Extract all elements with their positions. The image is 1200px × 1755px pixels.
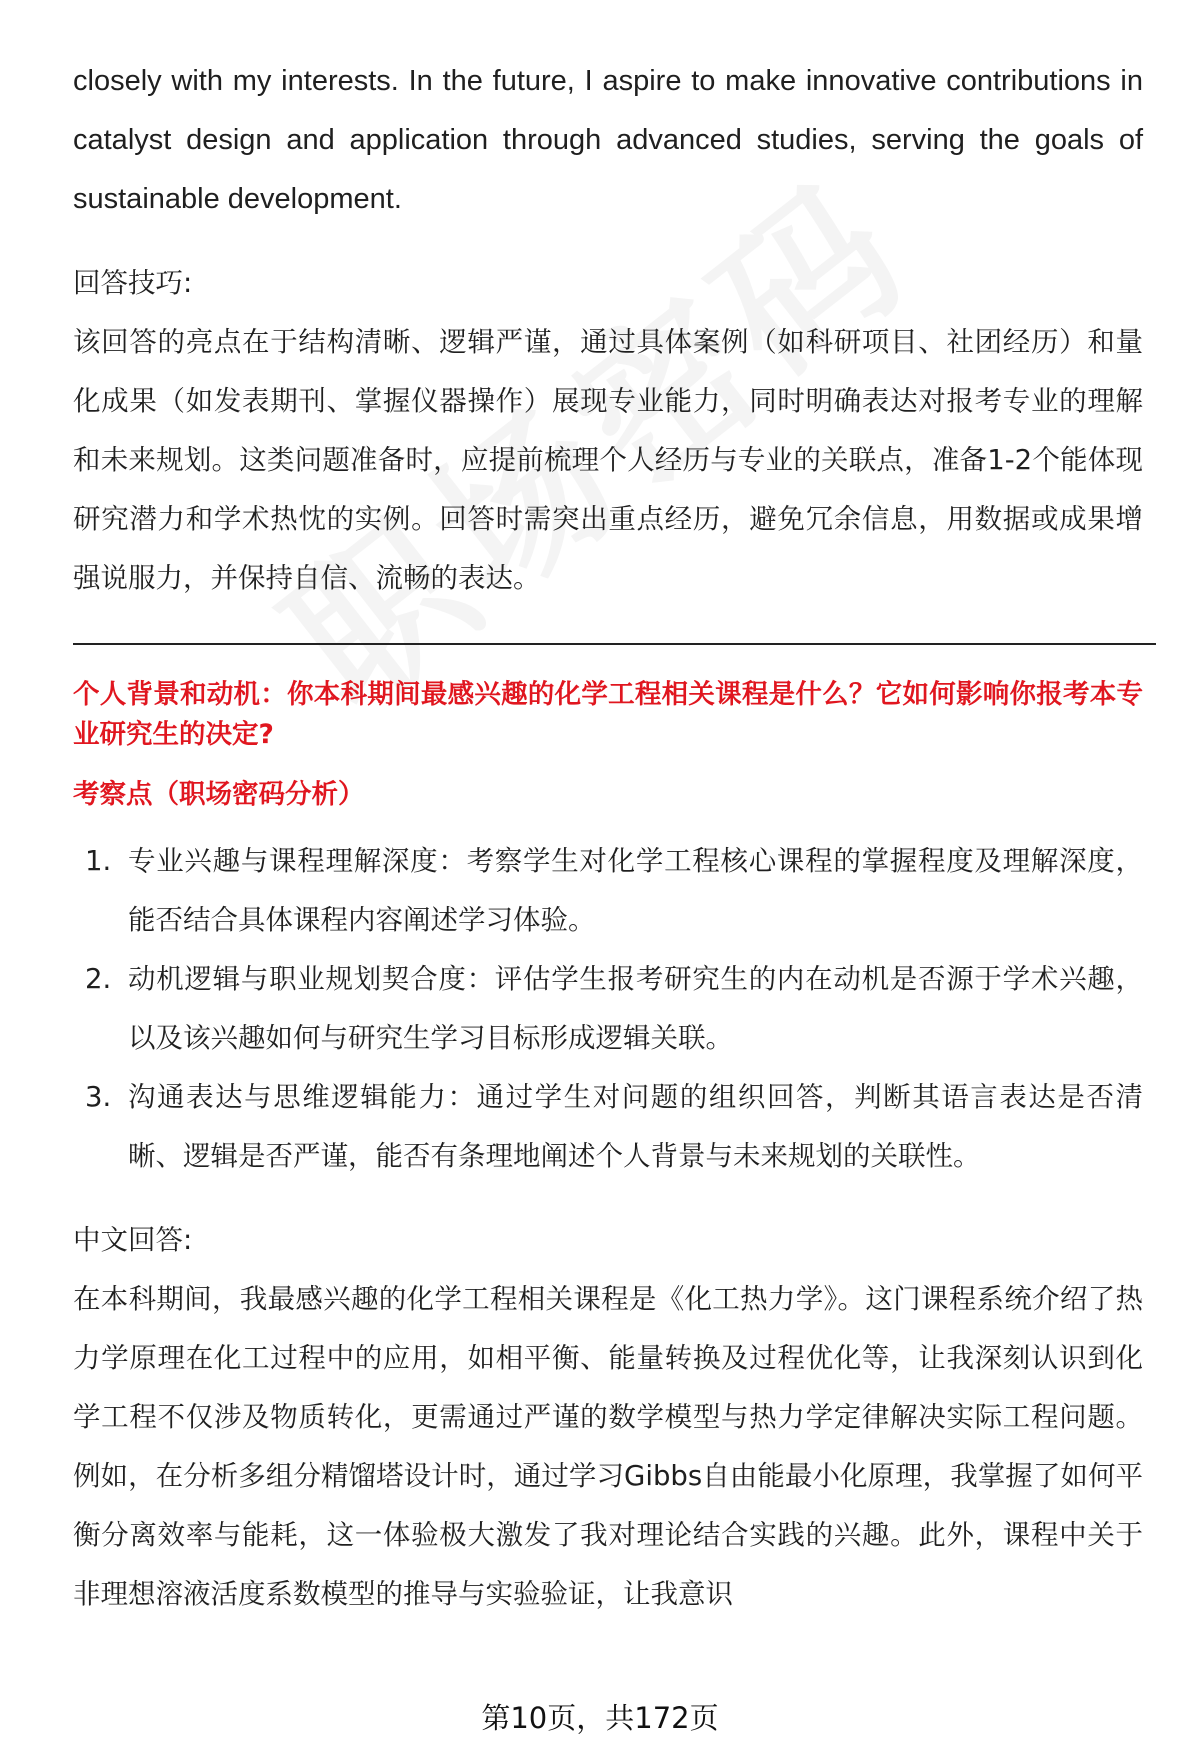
question-title: 个人背景和动机：你本科期间最感兴趣的化学工程相关课程是什么？它如何影响你报考本专业研究生的决定? <box>73 679 1143 750</box>
list-item-number: 1. <box>85 845 112 877</box>
exam-points-list <box>73 832 1143 1186</box>
list-item-number: 3. <box>85 1081 112 1113</box>
list-item <box>73 832 1143 950</box>
list-item <box>73 1068 1143 1186</box>
tips-text: 该回答的亮点在于结构清晰、逻辑严谨，通过具体案例（如科研项目、社团经历）和量化成果（如发表期刊、掌握仪器操作）展现专业能力，同时明确表达对报考专业的理解和未来规划。这类问题准备时，应提前梳理个人经历与专业的关联点，准备1-2个能体现研究潜力和学术热忱的实例。回答时需突出重点经历，避免冗余信息，用数据或成果增强说服力，并保持自信、流畅的表达。 <box>73 326 1143 594</box>
intro-paragraph: closely with my interests. In the future, I aspire to make innovative contributions in catalyst design and application through advanced studies, serving the goals of sustainable development. <box>73 65 1143 215</box>
list-item-text: 专业兴趣与课程理解深度：考察学生对化学工程核心课程的掌握程度及理解深度，能否结合具体课程内容阐述学习体验。 <box>128 845 1143 936</box>
page-content <box>73 52 1143 1624</box>
page-number-footer: 第10页，共172页 <box>481 1701 719 1735</box>
exam-points-label: 考察点（职场密码分析） <box>73 779 365 810</box>
answer-label: 中文回答: <box>73 1224 193 1256</box>
list-item-number: 2. <box>85 963 112 995</box>
section-divider <box>73 643 1156 645</box>
tips-label: 回答技巧: <box>73 267 193 299</box>
list-item-text: 沟通表达与思维逻辑能力：通过学生对问题的组织回答，判断其语言表达是否清晰、逻辑是否严谨，能否有条理地阐述个人背景与未来规划的关联性。 <box>128 1081 1143 1172</box>
list-item-text: 动机逻辑与职业规划契合度：评估学生报考研究生的内在动机是否源于学术兴趣，以及该兴趣如何与研究生学习目标形成逻辑关联。 <box>128 963 1143 1054</box>
list-item <box>73 950 1143 1068</box>
answer-text: 在本科期间，我最感兴趣的化学工程相关课程是《化工热力学》。这门课程系统介绍了热力学原理在化工过程中的应用，如相平衡、能量转换及过程优化等，让我深刻认识到化学工程不仅涉及物质转化，更需通过严谨的数学模型与热力学定律解决实际工程问题。例如，在分析多组分精馏塔设计时，通过学习Gibbs自由能最小化原理，我掌握了如何平衡分离效率与能耗，这一体验极大激发了我对理论结合实践的兴趣。此外，课程中关于非理想溶液活度系数模型的推导与实验验证，让我意识 <box>73 1283 1143 1610</box>
